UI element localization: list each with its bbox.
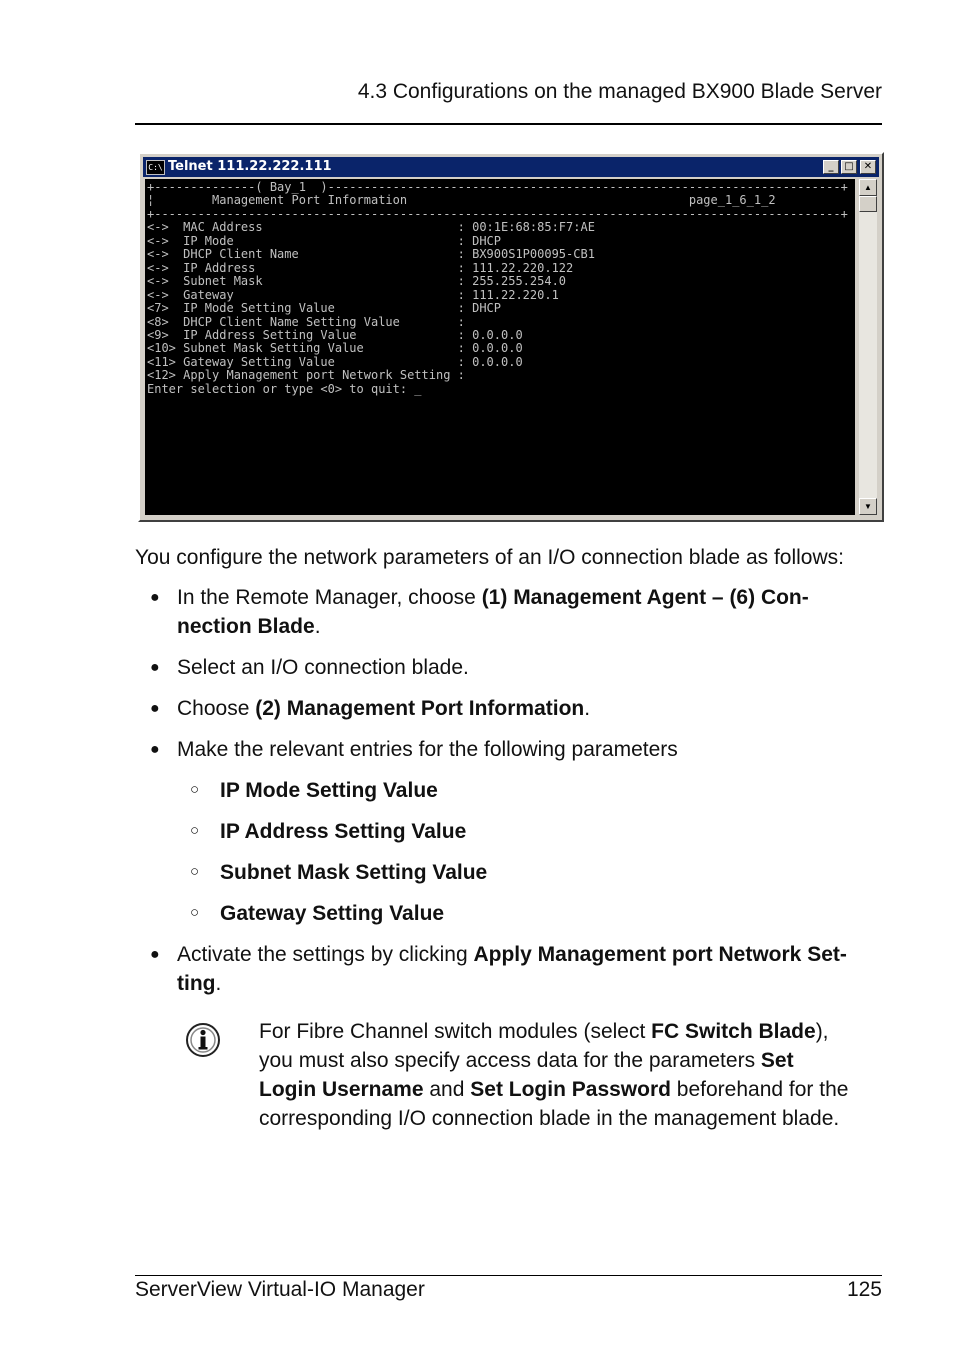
footer-document-title: ServerView Virtual-IO Manager: [135, 1278, 425, 1301]
minimize-button[interactable]: _: [823, 160, 839, 174]
circle-bullet-icon: ○: [190, 822, 200, 839]
console-icon: C:\: [146, 160, 165, 175]
parameter-name: IP Mode Setting Value: [220, 779, 438, 802]
scroll-down-button[interactable]: ▼: [859, 498, 877, 515]
telnet-title-bar[interactable]: [143, 157, 879, 177]
page-number: 125: [846, 1278, 882, 1301]
terminal-scrollbar[interactable]: [859, 179, 877, 515]
scroll-thumb[interactable]: [859, 196, 877, 212]
bullet-icon: ●: [150, 946, 160, 963]
parameter-name: IP Address Setting Value: [220, 820, 467, 843]
close-button[interactable]: ✕: [860, 160, 876, 174]
list-item-text: Select an I/O connection blade.: [177, 656, 469, 679]
running-header: 4.3 Configurations on the managed BX900 Blade Server: [357, 80, 882, 103]
maximize-button[interactable]: □: [841, 160, 857, 174]
circle-bullet-icon: ○: [190, 904, 200, 921]
bullet-icon: ●: [150, 659, 160, 676]
circle-bullet-icon: ○: [190, 781, 200, 798]
info-icon: [185, 1022, 221, 1058]
circle-bullet-icon: ○: [190, 863, 200, 880]
list-item-text: In the Remote Manager, choose (1) Management Agent – (6) Con- nection Blade.: [177, 586, 809, 638]
parameter-name: Gateway Setting Value: [220, 902, 445, 925]
list-item-text: Activate the settings by clicking Apply Management port Network Set- ting.: [177, 943, 847, 995]
intro-paragraph: You configure the network parameters of an I/O connection blade as follows:: [135, 546, 844, 569]
note-paragraph: For Fibre Channel switch modules (select FC Switch Blade), you must also specify access data for the parameters Set Login Username and Set Login Password beforehand for the corresponding I/O connection blade in the management blade.: [259, 1020, 849, 1130]
bullet-icon: ●: [150, 700, 160, 717]
list-item-text: Choose (2) Management Port Information.: [177, 697, 591, 720]
list-item-text: Make the relevant entries for the following parameters: [177, 738, 678, 761]
terminal-text: +--------------( Bay_1 )-----------------------------------------------------------------------+ ¦ Management Port Information page_1_6_1_2 +-----------------------------------------------------------------------------------------------+ <-> MAC Address : 00:1E:68:85:F7:AE <-> IP Mode : DHCP <-> DHCP Client Name : BX900S1P00095-CB1 <-> IP Address : 111.22.220.122 <-> Subnet Mask : 255.255.254.0 <-> Gateway : 111.22.220.1 <7> IP Mode Setting Value : DHCP <8> DHCP Client Name Setting Value : <9> IP Address Setting Value : 0.0.0.0 <10> Subnet Mask Setting Value : 0.0.0.0 <11> Gateway Setting Value : 0.0.0.0 <12> Apply Management port Network Setting : Enter selection or type <0> to quit: _: [147, 180, 848, 396]
telnet-window-title: Telnet 111.22.222.111: [168, 159, 332, 174]
scroll-up-button[interactable]: ▲: [859, 179, 877, 196]
bullet-icon: ●: [150, 741, 160, 758]
telnet-window: [138, 152, 884, 522]
header-rule: [135, 123, 882, 125]
terminal-screen[interactable]: [145, 179, 855, 515]
parameter-name: Subnet Mask Setting Value: [220, 861, 488, 884]
bullet-icon: ●: [150, 589, 160, 606]
